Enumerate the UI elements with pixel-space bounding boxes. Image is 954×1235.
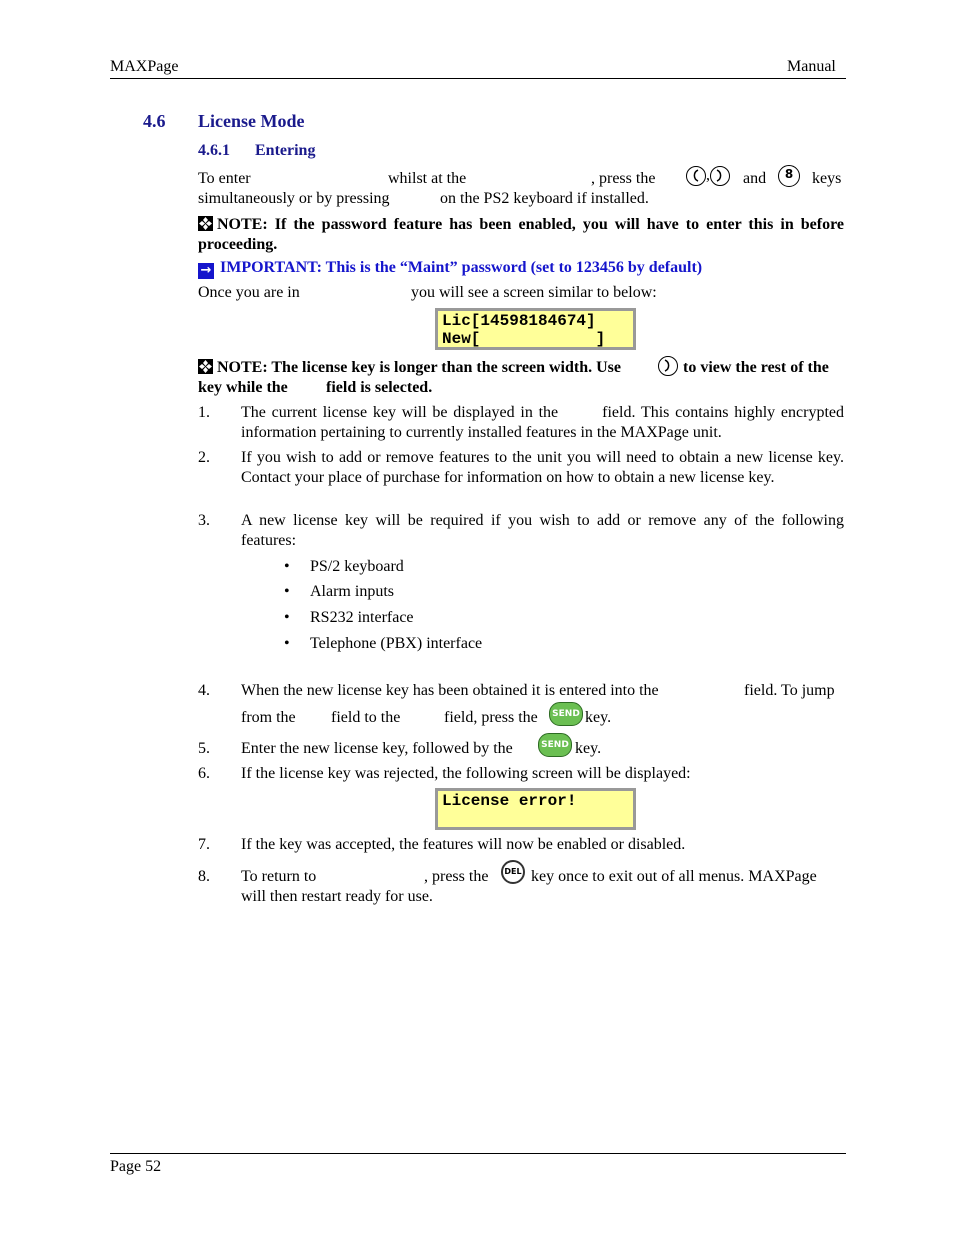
lcd-display-error (435, 788, 636, 830)
header-rule (110, 78, 846, 79)
list-item: 4. When the new license key has been obtained it is entered into the field. To jump from the field to the field, press the SEND key. (198, 682, 835, 726)
note-password: NOTE: If the password feature has been enabled, you will have to enter this in before proceeding. (198, 216, 844, 253)
intro-text: , press the (591, 170, 656, 187)
subsection-title: Entering (255, 142, 316, 159)
intro-text: simultaneously or by pressing (198, 190, 390, 207)
lcd-line-1: Lic[14598184674] (442, 312, 596, 330)
right-arrow-key-icon (658, 356, 678, 376)
list-item: 1. The current license key will be displayed in the field. This contains highly encrypted information pertaining to currently installed features in the MAXPage unit. (198, 404, 844, 441)
send-key-icon: SEND (549, 702, 583, 726)
key-icons: , (686, 166, 730, 186)
note-license-width: NOTE: The license key is longer than the screen width. Use to view the rest of the key while the field is selected. (198, 358, 844, 400)
intro-text: keys (812, 170, 842, 187)
lcd-line-1: License error! (442, 792, 577, 810)
once-line: Once you are in you will see a screen similar to below: (198, 284, 657, 301)
page-number: Page 52 (110, 1158, 162, 1175)
intro-line-2 (198, 190, 844, 210)
intro-text: and (743, 170, 767, 187)
header-title: MAXPage (110, 58, 179, 75)
list-item: 7. If the key was accepted, the features will now be enabled or disabled. (198, 836, 686, 853)
note-icon (198, 359, 213, 374)
section-number: 4.6 (143, 111, 166, 131)
arrow-right-icon: → (198, 263, 214, 279)
note-icon (198, 216, 213, 231)
list-item: 3. A new license key will be required if you wish to add or remove any of the following features: (198, 512, 844, 549)
lcd-line-2: New[ ] (442, 330, 606, 348)
intro-text: on the PS2 keyboard if installed. (440, 190, 649, 207)
eight-key-icon: 8 (778, 165, 800, 187)
subsection-number: 4.6.1 (198, 142, 230, 159)
left-arrow-key-icon (686, 166, 706, 186)
right-arrow-key-icon (710, 166, 730, 186)
header-manual: Manual (787, 58, 836, 75)
intro-line-1 (198, 166, 844, 192)
lcd-display-license (435, 308, 636, 350)
section-title: License Mode (198, 111, 305, 131)
intro-text: whilst at the (388, 170, 467, 187)
footer-rule (110, 1153, 846, 1154)
intro-text: To enter (198, 170, 251, 187)
list-item: 5. Enter the new license key, followed by the SEND key. (198, 733, 844, 763)
list-item: 8. To return to , press the DEL key once to exit out of all menus. MAXPage will then restart ready for use. (198, 858, 844, 910)
important-note: → IMPORTANT: This is the “Maint” password (set to 123456 by default) (198, 259, 702, 279)
del-key-icon: DEL (501, 860, 525, 884)
send-key-icon: SEND (538, 733, 572, 757)
list-item: 6. If the license key was rejected, the following screen will be displayed: (198, 765, 691, 782)
list-item: 2. If you wish to add or remove features to the unit you will need to obtain a new license key. Contact your place of purchase for information on how to obtain a new license key. (198, 449, 844, 486)
